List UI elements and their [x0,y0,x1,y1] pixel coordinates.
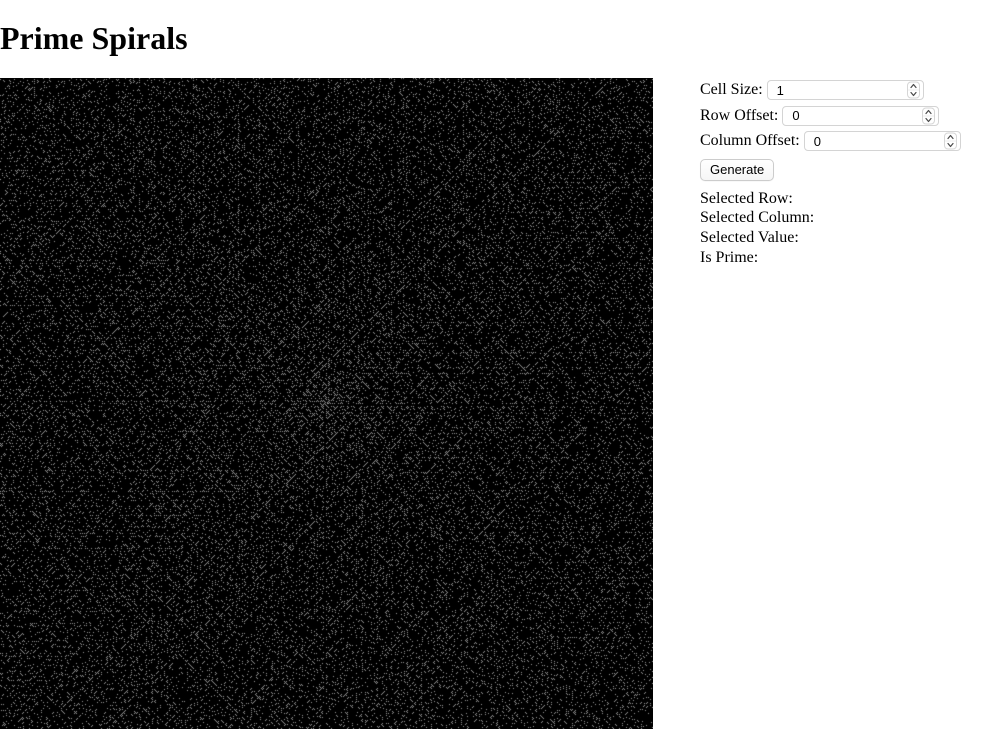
row-offset-row [700,106,995,127]
row-offset-stepper[interactable] [922,107,935,124]
generate-button[interactable]: Generate [700,159,774,181]
chevron-up-icon [945,134,956,141]
main-content [0,78,1000,729]
cell-size-stepper[interactable] [907,82,920,99]
column-offset-label: Column Offset: [700,132,800,150]
column-offset-row [700,131,995,152]
row-offset-label: Row Offset: [700,106,779,124]
chevron-up-icon [908,83,919,90]
is-prime-status: Is Prime: [700,248,759,266]
chevron-down-icon [945,141,956,149]
row-offset-input[interactable] [782,106,939,126]
column-offset-field-wrap [804,131,961,152]
selected-column-status: Selected Column: [700,209,815,227]
chevron-down-icon [908,90,919,98]
column-offset-stepper[interactable] [944,133,957,150]
page-title: Prime Spirals [0,20,188,56]
row-offset-field-wrap [782,106,939,127]
selected-row-status: Selected Row: [700,189,793,207]
selected-value-status: Selected Value: [700,229,799,247]
controls-panel [700,78,995,268]
cell-size-label: Cell Size: [700,81,763,98]
status-block [700,189,995,268]
chevron-down-icon [923,115,934,123]
column-offset-input[interactable] [804,131,961,151]
cell-size-field-wrap [767,80,924,101]
cell-size-row [700,80,995,101]
generate-row [700,157,995,186]
chevron-up-icon [923,108,934,115]
cell-size-input[interactable] [767,80,924,100]
prime-spiral-canvas[interactable] [0,78,653,729]
